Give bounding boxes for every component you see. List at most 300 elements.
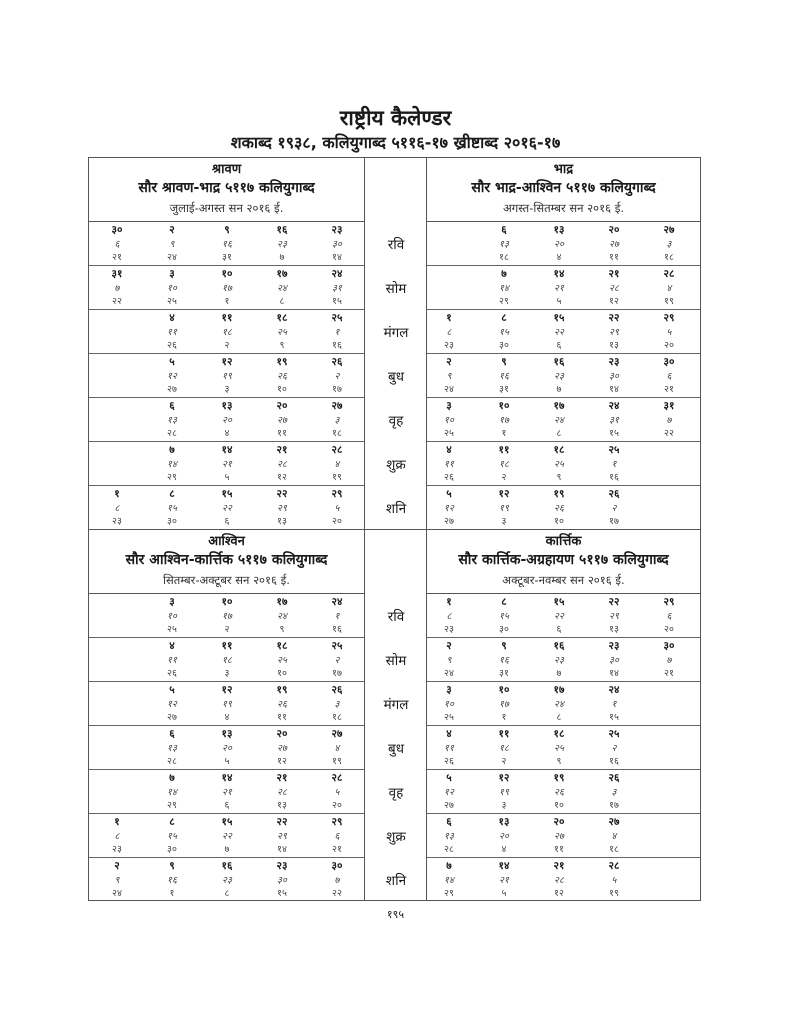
- national-date: १५: [221, 488, 233, 500]
- date-cell: [317, 224, 357, 265]
- date-cell: [152, 444, 192, 485]
- date-cell: [207, 224, 247, 265]
- date-cell: [207, 268, 247, 309]
- saura-date: १४: [444, 874, 454, 886]
- saura-month-range: सौर श्रावण-भाद्र ५११७ कलियुगाब्द: [138, 180, 315, 196]
- saura-date: १२: [167, 698, 177, 710]
- national-date: १२: [498, 772, 510, 784]
- date-cell: [317, 400, 357, 441]
- gregorian-date: १६: [332, 340, 342, 351]
- gregorian-date: ९: [556, 756, 562, 767]
- week-row-3: [427, 726, 700, 770]
- national-date: २९: [663, 312, 675, 324]
- saura-date: ४: [611, 830, 617, 842]
- national-date: २४: [608, 400, 620, 412]
- gregorian-date: २२: [332, 888, 342, 899]
- weekday-label: मंगल: [383, 697, 409, 713]
- date-cell: [152, 728, 192, 769]
- date-cell: [97, 224, 137, 265]
- national-date: २३: [276, 860, 288, 872]
- gregorian-date: १८: [332, 428, 342, 439]
- saura-date: ८: [446, 326, 452, 338]
- national-date: ९: [169, 860, 175, 872]
- gregorian-date: २८: [167, 428, 177, 439]
- date-cell: [484, 640, 524, 681]
- date-cell: [539, 816, 579, 857]
- national-date: १६: [553, 640, 565, 652]
- week-row-5: [427, 814, 700, 858]
- date-cell: [429, 860, 469, 901]
- saura-date: २४: [554, 698, 564, 710]
- date-cell: [594, 816, 634, 857]
- national-date: ११: [221, 312, 233, 324]
- month-panel: [427, 158, 700, 530]
- weekday-label: बुध: [387, 741, 404, 757]
- gregorian-date: ३: [501, 800, 507, 811]
- national-date: ३१: [111, 268, 123, 280]
- national-date: ८: [501, 312, 507, 324]
- national-date: ७: [501, 268, 507, 280]
- date-cell: [207, 640, 247, 681]
- gregorian-date: १०: [277, 668, 287, 679]
- saura-month-range: सौर आश्विन-कार्त्तिक ५११७ कलियुगाब्द: [125, 552, 328, 568]
- national-date: १५: [553, 312, 565, 324]
- gregorian-date: १२: [609, 296, 619, 307]
- national-date: २७: [331, 728, 343, 740]
- date-cell: [594, 684, 634, 725]
- gregorian-date: १६: [332, 624, 342, 635]
- saura-date: ३: [666, 238, 672, 250]
- saura-date: १५: [167, 502, 177, 514]
- week-row-4: [427, 770, 700, 814]
- week-row-2: [427, 310, 700, 354]
- gregorian-date: २०: [664, 340, 674, 351]
- saura-date: ६: [666, 610, 672, 622]
- saura-date: १: [611, 698, 617, 710]
- gregorian-date: २६: [167, 340, 177, 351]
- saura-date: २८: [277, 786, 287, 798]
- gregorian-date: ९: [556, 472, 562, 483]
- saura-date: २०: [554, 238, 564, 250]
- gregorian-date: १०: [277, 384, 287, 395]
- date-cell: [262, 684, 302, 725]
- saura-date: २६: [554, 502, 564, 514]
- national-date: १: [114, 816, 120, 828]
- gregorian-date: १०: [554, 516, 564, 527]
- national-date: १६: [553, 356, 565, 368]
- saura-date: १६: [499, 370, 509, 382]
- date-cell: [539, 224, 579, 265]
- date-cell: [207, 772, 247, 813]
- date-cell: [594, 860, 634, 901]
- saura-date: ७: [666, 654, 672, 666]
- gregorian-date: २०: [332, 516, 342, 527]
- date-cell: [207, 596, 247, 637]
- saura-date: २: [611, 742, 617, 754]
- saura-date: १०: [167, 282, 177, 294]
- date-cell: [484, 772, 524, 813]
- month-name: कार्त्तिक: [545, 534, 582, 549]
- gregorian-date: २१: [112, 252, 122, 263]
- gregorian-date: ४: [224, 712, 230, 723]
- national-date: १२: [498, 488, 510, 500]
- saura-date: १६: [499, 654, 509, 666]
- gregorian-date: ७: [279, 252, 285, 263]
- saura-date: १९: [499, 786, 509, 798]
- gregorian-range: सितम्बर-अक्टूबर सन २०१६ ई.: [163, 573, 290, 587]
- saura-date: ४: [334, 458, 340, 470]
- gregorian-date: २७: [167, 712, 177, 723]
- date-cell: [649, 640, 689, 681]
- gregorian-date: २८: [444, 844, 454, 855]
- national-date: ११: [498, 728, 510, 740]
- saura-date: ३: [334, 698, 340, 710]
- date-cell: [429, 444, 469, 485]
- national-date: २३: [608, 356, 620, 368]
- national-date: १५: [553, 596, 565, 608]
- date-cell: [97, 816, 137, 857]
- saura-date: १६: [167, 874, 177, 886]
- gregorian-date: ६: [224, 800, 230, 811]
- gregorian-date: ५: [556, 296, 562, 307]
- national-date: १३: [221, 400, 233, 412]
- week-row-6: [427, 858, 700, 902]
- gregorian-date: १२: [277, 756, 287, 767]
- national-date: १३: [498, 816, 510, 828]
- gregorian-date: २९: [167, 472, 177, 483]
- saura-date: १८: [499, 742, 509, 754]
- gregorian-date: २६: [167, 668, 177, 679]
- weekday-label: शनि: [385, 501, 407, 517]
- weekday-label: वृह: [388, 785, 404, 801]
- gregorian-date: २: [501, 756, 507, 767]
- national-date: ४: [169, 640, 175, 652]
- date-cell: [152, 268, 192, 309]
- date-cell: [649, 268, 689, 309]
- national-date: २१: [553, 860, 565, 872]
- gregorian-date: १८: [499, 252, 509, 263]
- gregorian-date: २१: [664, 668, 674, 679]
- gregorian-date: २१: [332, 844, 342, 855]
- national-date: १८: [276, 640, 288, 652]
- national-date: ३०: [111, 224, 123, 236]
- week-row-2: [89, 682, 364, 726]
- gregorian-date: १: [224, 296, 230, 307]
- saura-date: २९: [609, 326, 619, 338]
- date-cell: [97, 860, 137, 901]
- gregorian-date: ८: [556, 428, 562, 439]
- date-cell: [152, 312, 192, 353]
- month-header: [427, 158, 700, 222]
- date-cell: [484, 356, 524, 397]
- gregorian-date: १३: [277, 800, 287, 811]
- saura-date: २१: [554, 282, 564, 294]
- gregorian-date: १७: [332, 384, 342, 395]
- saura-date: ३१: [332, 282, 342, 294]
- national-date: ७: [169, 444, 175, 456]
- date-cell: [207, 488, 247, 529]
- saura-month-range: सौर कार्त्तिक-अग्रहायण ५११७ कलियुगाब्द: [458, 552, 669, 568]
- gregorian-date: ८: [556, 712, 562, 723]
- saura-date: २०: [222, 742, 232, 754]
- national-date: २४: [331, 268, 343, 280]
- saura-date: ८: [114, 502, 120, 514]
- saura-date: २८: [609, 282, 619, 294]
- week-row-6: [427, 486, 700, 530]
- gregorian-date: १८: [332, 712, 342, 723]
- saura-date: ३१: [609, 414, 619, 426]
- date-cell: [262, 772, 302, 813]
- national-date: ३०: [663, 356, 675, 368]
- gregorian-date: ८: [224, 888, 230, 899]
- national-date: ८: [169, 488, 175, 500]
- gregorian-date: २४: [167, 252, 177, 263]
- saura-date: ३०: [332, 238, 342, 250]
- national-date: ११: [221, 640, 233, 652]
- date-cell: [594, 640, 634, 681]
- gregorian-date: ११: [277, 712, 287, 723]
- saura-date: ११: [167, 326, 177, 338]
- gregorian-date: १५: [277, 888, 287, 899]
- date-cell: [539, 728, 579, 769]
- gregorian-date: २०: [332, 800, 342, 811]
- saura-date: २२: [222, 830, 232, 842]
- date-cell: [152, 596, 192, 637]
- saura-date: १८: [222, 654, 232, 666]
- gregorian-date: ३०: [167, 516, 177, 527]
- date-cell: [262, 224, 302, 265]
- date-cell: [649, 356, 689, 397]
- date-cell: [317, 356, 357, 397]
- saura-date: ९: [169, 238, 175, 250]
- national-date: २५: [608, 444, 620, 456]
- saura-date: २५: [277, 654, 287, 666]
- national-date: ९: [501, 640, 507, 652]
- gregorian-date: २९: [499, 296, 509, 307]
- saura-date: ७: [334, 874, 340, 886]
- week-row-3: [427, 354, 700, 398]
- gregorian-date: १४: [277, 844, 287, 855]
- gregorian-date: २४: [444, 384, 454, 395]
- gregorian-date: ३१: [499, 384, 509, 395]
- saura-date: २९: [277, 830, 287, 842]
- saura-date: ९: [114, 874, 120, 886]
- gregorian-date: १२: [277, 472, 287, 483]
- gregorian-date: १३: [609, 624, 619, 635]
- saura-date: ३०: [277, 874, 287, 886]
- saura-date: १७: [222, 282, 232, 294]
- saura-date: १६: [222, 238, 232, 250]
- saura-month-range: सौर भाद्र-आश्विन ५११७ कलियुगाब्द: [471, 180, 656, 196]
- date-cell: [152, 488, 192, 529]
- date-cell: [594, 268, 634, 309]
- date-cell: [317, 444, 357, 485]
- national-date: १०: [221, 268, 233, 280]
- date-cell: [594, 444, 634, 485]
- national-date: २०: [276, 400, 288, 412]
- gregorian-date: २४: [444, 668, 454, 679]
- gregorian-date: १५: [609, 712, 619, 723]
- saura-date: २२: [222, 502, 232, 514]
- weekday-label: शनि: [385, 873, 407, 889]
- gregorian-date: २५: [444, 712, 454, 723]
- date-cell: [262, 268, 302, 309]
- national-date: २६: [608, 488, 620, 500]
- national-date: २३: [608, 640, 620, 652]
- national-date: २९: [331, 816, 343, 828]
- date-cell: [539, 596, 579, 637]
- week-row-3: [89, 726, 364, 770]
- gregorian-date: २७: [444, 516, 454, 527]
- date-cell: [484, 444, 524, 485]
- date-cell: [429, 312, 469, 353]
- gregorian-date: ३: [501, 516, 507, 527]
- gregorian-date: २७: [444, 800, 454, 811]
- saura-date: २: [334, 654, 340, 666]
- saura-date: २५: [554, 458, 564, 470]
- date-cell: [152, 772, 192, 813]
- month-header: [89, 530, 364, 594]
- national-date: ४: [446, 728, 452, 740]
- week-row-0: [89, 222, 364, 266]
- gregorian-date: ९: [279, 624, 285, 635]
- saura-date: २१: [222, 786, 232, 798]
- saura-date: १५: [499, 610, 509, 622]
- gregorian-date: १५: [332, 296, 342, 307]
- national-date: २१: [608, 268, 620, 280]
- saura-date: ५: [334, 786, 340, 798]
- date-cell: [484, 224, 524, 265]
- saura-date: १७: [499, 698, 509, 710]
- date-cell: [539, 860, 579, 901]
- date-cell: [152, 640, 192, 681]
- date-cell: [594, 596, 634, 637]
- saura-date: २०: [499, 830, 509, 842]
- saura-date: २५: [554, 742, 564, 754]
- date-cell: [429, 816, 469, 857]
- date-cell: [262, 596, 302, 637]
- gregorian-date: ३०: [499, 340, 509, 351]
- saura-date: ३: [334, 414, 340, 426]
- saura-date: २: [334, 370, 340, 382]
- page-title: राष्ट्रीय कैलेण्डर: [339, 106, 452, 130]
- date-cell: [152, 224, 192, 265]
- saura-date: १९: [499, 502, 509, 514]
- date-cell: [97, 268, 137, 309]
- gregorian-date: १९: [332, 472, 342, 483]
- gregorian-date: १८: [609, 844, 619, 855]
- date-cell: [484, 816, 524, 857]
- national-date: १: [446, 312, 452, 324]
- date-cell: [649, 596, 689, 637]
- national-date: ४: [169, 312, 175, 324]
- national-date: ७: [446, 860, 452, 872]
- month-name: आश्विन: [208, 534, 245, 549]
- date-cell: [317, 860, 357, 901]
- saura-date: १३: [499, 238, 509, 250]
- date-cell: [539, 640, 579, 681]
- national-date: २२: [608, 312, 620, 324]
- week-row-4: [89, 398, 364, 442]
- weekday-label: रवि: [387, 237, 405, 253]
- date-cell: [429, 400, 469, 441]
- saura-date: २५: [277, 326, 287, 338]
- saura-date: २६: [554, 786, 564, 798]
- date-cell: [484, 596, 524, 637]
- gregorian-date: २५: [167, 624, 177, 635]
- page-number: १९५: [386, 908, 405, 921]
- gregorian-date: २३: [112, 844, 122, 855]
- national-date: १९: [276, 356, 288, 368]
- date-cell: [262, 400, 302, 441]
- saura-date: ४: [334, 742, 340, 754]
- date-cell: [484, 728, 524, 769]
- gregorian-date: १: [501, 712, 507, 723]
- saura-date: १०: [444, 414, 454, 426]
- gregorian-date: १३: [277, 516, 287, 527]
- date-cell: [594, 728, 634, 769]
- weekday-label: वृह: [388, 413, 404, 429]
- national-date: २३: [331, 224, 343, 236]
- saura-date: ६: [666, 370, 672, 382]
- gregorian-date: १९: [664, 296, 674, 307]
- month-panel: [427, 530, 700, 901]
- date-cell: [484, 860, 524, 901]
- saura-date: ५: [611, 874, 617, 886]
- gregorian-date: ३०: [499, 624, 509, 635]
- date-cell: [539, 772, 579, 813]
- saura-date: ५: [334, 502, 340, 514]
- national-date: २७: [608, 816, 620, 828]
- date-cell: [594, 488, 634, 529]
- saura-date: २२: [554, 610, 564, 622]
- saura-date: १५: [167, 830, 177, 842]
- gregorian-date: २६: [444, 472, 454, 483]
- week-row-6: [89, 858, 364, 902]
- gregorian-date: ७: [224, 844, 230, 855]
- gregorian-date: २: [224, 624, 230, 635]
- saura-date: २६: [277, 698, 287, 710]
- saura-date: १३: [444, 830, 454, 842]
- national-date: २२: [276, 488, 288, 500]
- date-cell: [317, 312, 357, 353]
- saura-date: २७: [609, 238, 619, 250]
- saura-date: १४: [167, 786, 177, 798]
- national-date: १२: [221, 684, 233, 696]
- month-name: श्रावण: [211, 162, 242, 177]
- national-date: २१: [276, 444, 288, 456]
- saura-date: २७: [277, 414, 287, 426]
- saura-date: ५: [666, 326, 672, 338]
- national-date: २०: [553, 816, 565, 828]
- national-date: २८: [331, 444, 343, 456]
- national-date: ८: [169, 816, 175, 828]
- gregorian-date: १२: [554, 888, 564, 899]
- date-cell: [594, 356, 634, 397]
- page-subtitle: शकाब्द १९३८, कलियुगाब्द ५११६-१७ ख्रीष्टाब्द २०१६-१७: [230, 133, 561, 152]
- weekday-label: सोम: [385, 281, 407, 297]
- gregorian-date: २९: [167, 800, 177, 811]
- date-cell: [594, 224, 634, 265]
- national-date: २७: [663, 224, 675, 236]
- date-cell: [207, 728, 247, 769]
- date-cell: [429, 772, 469, 813]
- date-cell: [539, 444, 579, 485]
- national-date: २४: [608, 684, 620, 696]
- date-cell: [594, 312, 634, 353]
- date-cell: [484, 268, 524, 309]
- national-date: २४: [331, 596, 343, 608]
